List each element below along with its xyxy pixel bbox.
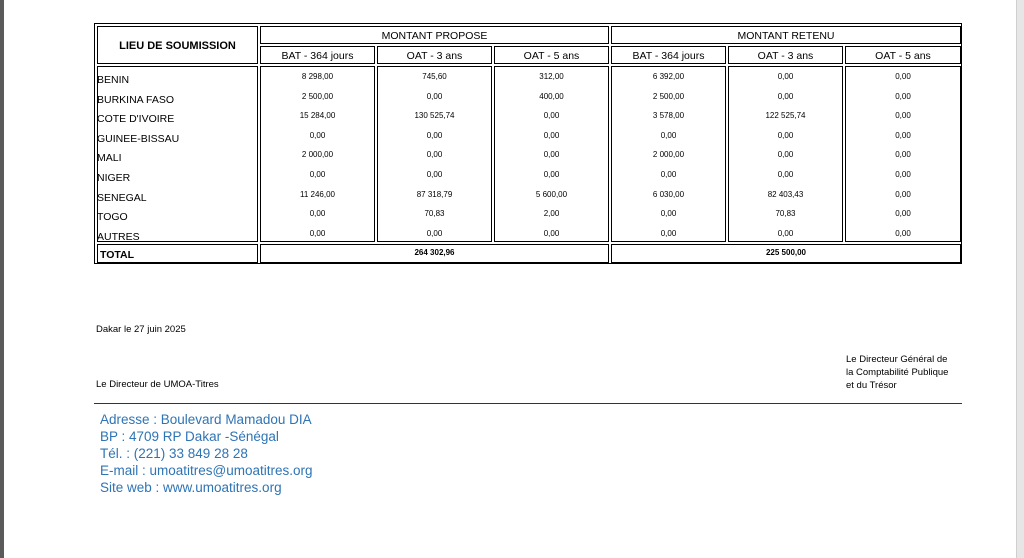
table-cell-value: 0,00 <box>777 228 794 238</box>
group-proposed-label: MONTANT PROPOSE <box>381 30 488 42</box>
total-retained-cell <box>611 244 961 263</box>
lieu-header-cell <box>97 26 258 64</box>
table-cell-value: 8 298,00 <box>301 72 334 81</box>
table-cell-value: 0,00 <box>777 130 794 140</box>
table-cell-value: 0,00 <box>777 91 794 101</box>
table-cell-value: 11 246,00 <box>300 189 335 199</box>
table-cell-value: 82 403,43 <box>767 189 804 199</box>
country-name: NIGER <box>97 172 131 184</box>
table-cell-value: 3 578,00 <box>652 111 685 121</box>
subheader-cell <box>260 46 375 64</box>
table-cell-value: 0,00 <box>895 209 911 219</box>
table-cell-value: 0,00 <box>309 209 326 219</box>
table-cell-value: 0,00 <box>426 228 443 238</box>
country-name: COTE D'IVOIRE <box>97 113 175 126</box>
table-cell-value: 0,00 <box>660 209 677 219</box>
table-cell-value: 0,00 <box>660 170 677 179</box>
subheader-cell <box>728 46 843 64</box>
table-cell-value: 0,00 <box>777 150 794 160</box>
table-cell-value: 2 000,00 <box>301 150 334 160</box>
table-cell-value: 0,00 <box>895 228 911 238</box>
director-umoa-signature: Le Directeur de UMOA-Titres <box>96 379 219 390</box>
country-name: GUINEE-BISSAU <box>97 132 180 145</box>
table-cell-value: 0,00 <box>895 72 911 81</box>
contact-website[interactable]: Site web : www.umoatitres.org <box>100 480 282 495</box>
table-cell-value: 0,00 <box>543 170 560 179</box>
table-cell-value: 130 525,74 <box>414 111 455 121</box>
viewer-left-edge <box>0 0 4 558</box>
table-cell-value: 0,00 <box>426 130 443 140</box>
table-cell-value: 400,00 <box>539 91 564 101</box>
subheader-cell <box>611 46 726 64</box>
table-cell-value: 2 500,00 <box>652 91 685 101</box>
contact-address: Adresse : Boulevard Mamadou DIA <box>100 412 312 427</box>
table-cell-value: 2 500,00 <box>301 91 334 101</box>
table-cell-value: 0,00 <box>777 72 794 81</box>
table-cell-value: 0,00 <box>895 91 911 101</box>
date-line: Dakar le 27 juin 2025 <box>96 324 186 335</box>
contact-email[interactable]: E-mail : umoatitres@umoatitres.org <box>100 463 313 478</box>
total-proposed-cell <box>260 244 609 263</box>
table-cell-value: 70,83 <box>775 209 796 219</box>
table-cell-value: 0,00 <box>895 189 911 199</box>
table-cell-value: 6 392,00 <box>652 72 685 81</box>
table-cell-value: 0,00 <box>426 91 443 101</box>
table-cell-value: 0,00 <box>543 111 560 121</box>
table-cell-value: 0,00 <box>660 130 677 140</box>
total-proposed-value: 264 302,96 <box>414 248 455 257</box>
group-retained-label: MONTANT RETENU <box>737 30 835 42</box>
contact-phone: Tél. : (221) 33 849 28 28 <box>100 446 248 461</box>
subheader-cell <box>494 46 609 64</box>
subheader-cell <box>377 46 492 64</box>
director-general-line-2: la Comptabilité Publique <box>846 367 949 378</box>
country-name: MALI <box>97 152 122 165</box>
table-cell-value: 15 284,00 <box>299 111 336 121</box>
table-cell-value: 0,00 <box>309 228 326 238</box>
table-cell-value: 745,60 <box>422 72 447 81</box>
table-cell-value: 0,00 <box>543 130 560 140</box>
table-cell-value: 0,00 <box>543 228 560 238</box>
director-general-line-1: Le Directeur Général de <box>846 354 948 365</box>
group-header-retained <box>611 26 961 44</box>
subheader-label: OAT - 5 ans <box>523 50 580 62</box>
total-retained-value: 225 500,00 <box>765 248 807 257</box>
table-cell-value: 0,00 <box>777 170 794 179</box>
subheader-label: BAT - 364 jours <box>632 50 705 62</box>
contact-bp: BP : 4709 RP Dakar -Sénégal <box>100 429 279 444</box>
table-cell-value: 2,00 <box>543 209 560 219</box>
country-name: BENIN <box>97 74 130 86</box>
country-name: SENEGAL <box>97 191 147 204</box>
footer-divider <box>94 403 962 404</box>
table-cell-value: 6 030,00 <box>652 189 685 199</box>
table-cell-value: 0,00 <box>895 130 911 140</box>
table-cell-value: 312,00 <box>539 72 564 81</box>
table-cell-value: 70,83 <box>424 209 445 219</box>
group-header-proposed <box>260 26 609 44</box>
country-name: TOGO <box>97 211 128 224</box>
table-cell-value: 0,00 <box>426 170 443 179</box>
table-cell-value: 5 600,00 <box>535 189 568 199</box>
subheader-label: OAT - 3 ans <box>757 50 814 62</box>
table-cell-value: 0,00 <box>309 170 326 179</box>
total-label: TOTAL <box>100 249 135 261</box>
table-cell-value: 0,00 <box>895 111 911 121</box>
subheader-label: OAT - 3 ans <box>406 50 463 62</box>
table-cell-value: 0,00 <box>660 228 677 238</box>
table-cell-value: 87 318,79 <box>416 189 453 199</box>
table-cell-value: 0,00 <box>426 150 443 160</box>
director-general-line-3: et du Trésor <box>846 380 897 391</box>
total-label-cell <box>97 244 258 263</box>
results-table <box>94 23 962 264</box>
subheader-label: OAT - 5 ans <box>875 50 931 62</box>
table-cell-value: 0,00 <box>895 170 911 179</box>
table-cell-value: 2 000,00 <box>652 150 685 160</box>
table-cell-value: 122 525,74 <box>765 111 806 121</box>
subheader-label: BAT - 364 jours <box>281 50 354 62</box>
country-name: BURKINA FASO <box>97 93 175 106</box>
table-cell-value: 0,00 <box>309 130 326 140</box>
country-name: AUTRES <box>97 230 140 243</box>
viewer-scrollbar[interactable] <box>1016 0 1024 558</box>
table-cell-value: 0,00 <box>543 150 560 160</box>
subheader-cell <box>845 46 961 64</box>
lieu-header: LIEU DE SOUMISSION <box>119 40 236 52</box>
table-cell-value: 0,00 <box>895 150 911 160</box>
